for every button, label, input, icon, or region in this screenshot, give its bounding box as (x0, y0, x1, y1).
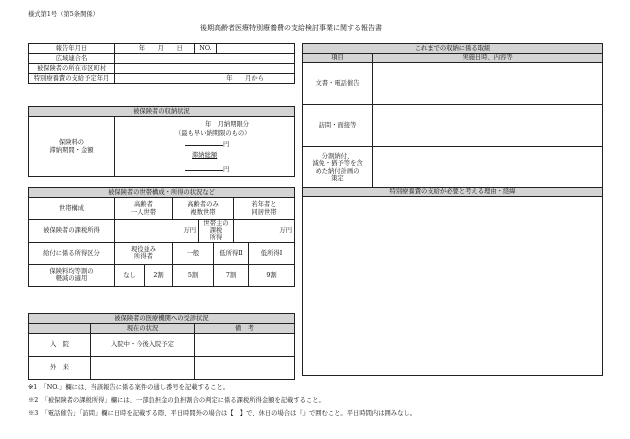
page-title: 後期高齢者医療特別療養費の支給検討事業に関する報告書 (200, 24, 382, 32)
medical-remarks-header: 備 考 (195, 324, 295, 334)
reduction-none[interactable]: なし (115, 264, 145, 286)
collection-header: 被保険者の収納状況 (29, 107, 295, 117)
municipality-label: 被保険者の所在市区町村 (29, 64, 115, 74)
efforts-header: これまでの収納に係る取組 (303, 44, 603, 54)
form-number: 様式第1号（第5条関係） (28, 11, 99, 18)
reduction-label: 保険料均等割の 軽減の適用 (29, 264, 115, 286)
income-class-general[interactable]: 一般 (173, 242, 214, 264)
inpatient-label: 入 院 (29, 334, 91, 357)
note-3: ※3 「電話催告」「訪問」欄に日時を記載する際、平日時間外の場合は【 】で、休日の場合は『』で囲むこと。平日時間内は囲みなし。 (28, 410, 416, 417)
note-1: ※1 「NO.」欄には、当該報告に係る案件の通し番号を記載すること。 (28, 384, 230, 391)
composition-option-elderly-only[interactable]: 高齢者のみ 複数世帯 (173, 198, 234, 220)
start-month-label: 特別療養費の支給予定年月 (29, 74, 115, 84)
reason-header: 特別療養費の支給が必要と考える理由・経緯 (303, 188, 603, 197)
union-name-label: 広域連合名 (29, 54, 115, 64)
effort-document-label: 文書・電話催告 (303, 63, 373, 105)
income-class-low1[interactable]: 低所得Ⅰ (249, 242, 295, 264)
efforts-table (302, 43, 603, 189)
efforts-detail-header: 実施日時、内容等 (373, 54, 603, 63)
municipality-field[interactable] (115, 64, 295, 74)
taxable-income-label: 被保険者の課税所得 (29, 220, 115, 243)
reduction-50[interactable]: 5割 (173, 264, 214, 286)
inpatient-status[interactable]: 入院中・今後入院予定 (91, 334, 195, 357)
effort-plan-field[interactable] (373, 147, 603, 189)
outpatient-status[interactable] (91, 357, 195, 380)
arrears-label: 保険料の 滞納期間・金額 (29, 117, 115, 177)
effort-document-field[interactable] (373, 63, 603, 105)
start-month-field[interactable]: 年 月から (115, 74, 295, 84)
head-income-label: 世帯主の課税 所得 (199, 220, 234, 243)
reason-table (302, 187, 603, 376)
collection-table (28, 106, 295, 177)
reduction-20[interactable]: 2割 (145, 264, 173, 286)
report-date-field[interactable]: 年 月 日 (115, 44, 195, 54)
medical-table (28, 313, 295, 380)
arrears-total-line (185, 170, 223, 171)
income-class-active[interactable]: 現役並み 所得者 (115, 242, 173, 264)
arrears-month-text: 年 月納期限分 (205, 120, 250, 128)
report-info-table (28, 43, 295, 84)
composition-label: 世帯構成 (29, 198, 115, 220)
effort-visit-label: 訪問・面接等 (303, 105, 373, 147)
arrears-amount-line (185, 145, 223, 146)
reduction-90[interactable]: 9割 (249, 264, 295, 286)
outpatient-label: 外 来 (29, 357, 91, 380)
arrears-total-label: 滞納総額 (192, 151, 218, 159)
household-header: 被保険者の世帯構成・所得の状況など (29, 188, 295, 198)
medical-status-header: 現在の状況 (91, 324, 195, 334)
reduction-70[interactable]: 7割 (214, 264, 249, 286)
effort-visit-field[interactable] (373, 105, 603, 147)
composition-option-with-young[interactable]: 若年者と 同居世帯 (234, 198, 295, 220)
arrears-total-yen: 円 (223, 165, 230, 173)
inpatient-remarks[interactable] (195, 334, 295, 357)
union-name-field[interactable] (115, 54, 295, 64)
taxable-income-field[interactable]: 万円 (115, 220, 199, 243)
composition-option-single[interactable]: 高齢者 一人世帯 (115, 198, 173, 220)
arrears-yen: 円 (223, 140, 230, 148)
effort-plan-label: 分割納付、 減免・猶予等を含 めた納付計画の 策定 (303, 147, 373, 189)
efforts-item-header: 項目 (303, 54, 373, 63)
income-class-low2[interactable]: 低所得Ⅱ (214, 242, 249, 264)
no-label: NO. (195, 44, 217, 54)
note-2: ※2 「被保険者の課税所得」欄には、一部負担金の負担割合の判定に係る課税所得金額を記載すること。 (28, 397, 325, 404)
report-date-label: 報告年月日 (29, 44, 115, 54)
medical-header: 被保険者の医療機関への受診状況 (29, 314, 295, 324)
arrears-field[interactable] (115, 117, 295, 177)
outpatient-remarks[interactable] (195, 357, 295, 380)
medical-corner (29, 324, 91, 334)
arrears-note-text: （最も早い納期限のもの） (175, 129, 251, 137)
no-field[interactable] (217, 44, 295, 54)
head-income-field[interactable]: 万円 (234, 220, 295, 243)
reason-field[interactable] (303, 197, 603, 376)
household-table (28, 187, 295, 287)
income-class-label: 給付に係る所得区分 (29, 242, 115, 264)
